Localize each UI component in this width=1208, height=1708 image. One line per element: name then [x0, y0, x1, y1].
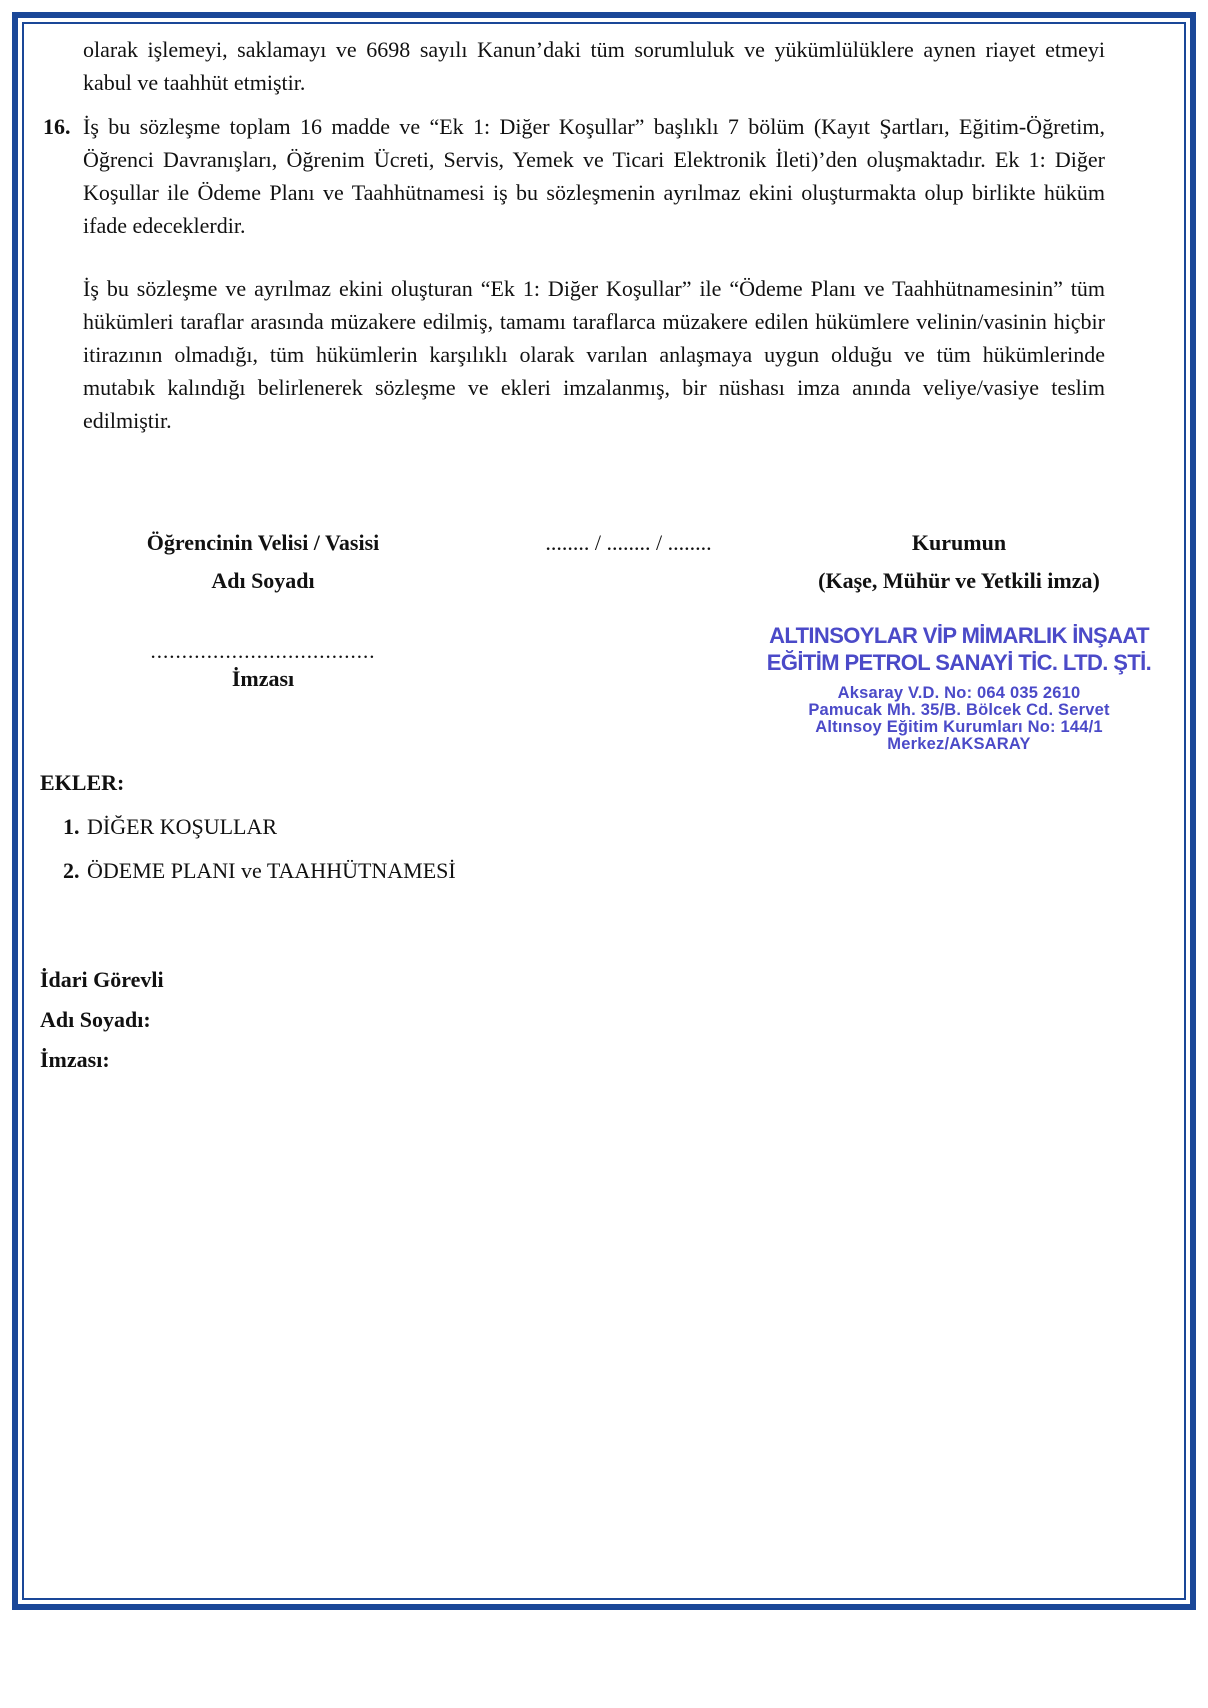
guardian-name-label: Adı Soyadı: [211, 568, 315, 593]
clause-16-text: İş bu sözleşme toplam 16 madde ve “Ek 1: Diğer Koşullar” başlıklı 7 bölüm (Kayıt Şartları, Eğitim-Öğretim, Öğrenci Davranışları, Öğrenim Ücreti, Servis, Yemek ve Ticari Elektronik İleti)’den oluşmaktadır. Ek 1: Diğer Koşullar ile Ödeme Planı ve Taahhütnamesi iş bu sözleşmenin ayrılmaz ekini oluşturmakta olup birlikte hüküm ifade edeceklerdir.: [83, 114, 1105, 238]
stamp-company-name-line2: EĞİTİM PETROL SANAYİ TİC. LTD. ŞTİ.: [766, 650, 1152, 675]
institution-title: Kurumun: [911, 530, 1007, 555]
stamp-tax-line: Aksaray V.D. No: 064 035 2610: [837, 684, 1081, 702]
guardian-signature-label: İmzası: [231, 666, 295, 691]
guardian-signature-line: ....................................: [150, 639, 376, 663]
clause-16-number: 16.: [43, 114, 71, 139]
stamp-address-line1: Pamucak Mh. 35/B. Bölcek Cd. Servet: [808, 701, 1110, 719]
institution-stamp-note: (Kaşe, Mühür ve Yetkili imza): [818, 568, 1100, 593]
date-field: [463, 524, 734, 562]
attachment-item-2: [63, 856, 1168, 886]
company-stamp: [734, 622, 1184, 753]
official-name-label: Adı Soyadı:: [40, 1007, 151, 1032]
page-border-inner: [22, 22, 1186, 1600]
official-title: İdari Görevli: [40, 967, 164, 992]
attachment-2-label: ÖDEME PLANI ve TAAHHÜTNAMESİ: [87, 858, 456, 883]
attachments-heading: EKLER:: [40, 770, 125, 795]
stamp-city-line: Merkez/AKSARAY: [887, 735, 1031, 753]
attachments-section: [40, 768, 1168, 886]
mutual-agreement-paragraph: İş bu sözleşme ve ayrılmaz ekini oluşturan “Ek 1: Diğer Koşullar” ile “Ödeme Planı ve Taahhütnamesinin” tüm hükümleri taraflar arasında müzakere edilmiş, tamamı taraflarca müzakere edilen hükümlere velinin/vasinin hiçbir itirazının olmadığı, tüm hükümlerin karşılıklı olarak varılan anlaşmaya uygun olduğu ve tüm hükümlerinde mutabık kalındığı belirlenerek sözleşme ve ekleri imzalanmış, bir nüshası imza anında veliye/vasiye teslim edilmiştir.: [83, 276, 1105, 433]
institution-signature-block: [734, 524, 1184, 753]
administrative-official-block: [40, 960, 164, 1080]
page-border-frame: [12, 12, 1196, 1610]
guardian-signature-area: [63, 640, 463, 694]
closing-paragraph: olarak işlemeyi, saklamayı ve 6698 sayılı Kanun’daki tüm sorumluluk ve yükümlülüklere aynen riayet etmeyi kabul ve taahhüt etmiştir.: [83, 37, 1105, 95]
stamp-company-name-line1: ALTINSOYLAR VİP MİMARLIK İNŞAAT: [769, 623, 1149, 648]
guardian-signature-block: [63, 524, 463, 694]
date-placeholder: ........ / ........ / ........: [545, 530, 712, 555]
stamp-address-line2: Altınsoy Eğitim Kurumları No: 144/1: [815, 718, 1103, 736]
stamp-address-block: [734, 685, 1184, 753]
attachment-item-1: [63, 812, 1168, 842]
official-signature-label: İmzası:: [40, 1047, 110, 1072]
guardian-title: Öğrencinin Velisi / Vasisi: [146, 530, 380, 555]
clause-16: [43, 110, 1105, 242]
signature-section: [24, 524, 1184, 753]
attachment-1-label: DİĞER KOŞULLAR: [87, 814, 278, 839]
attachment-1-number: 1.: [63, 814, 80, 839]
attachment-2-number: 2.: [63, 858, 80, 883]
